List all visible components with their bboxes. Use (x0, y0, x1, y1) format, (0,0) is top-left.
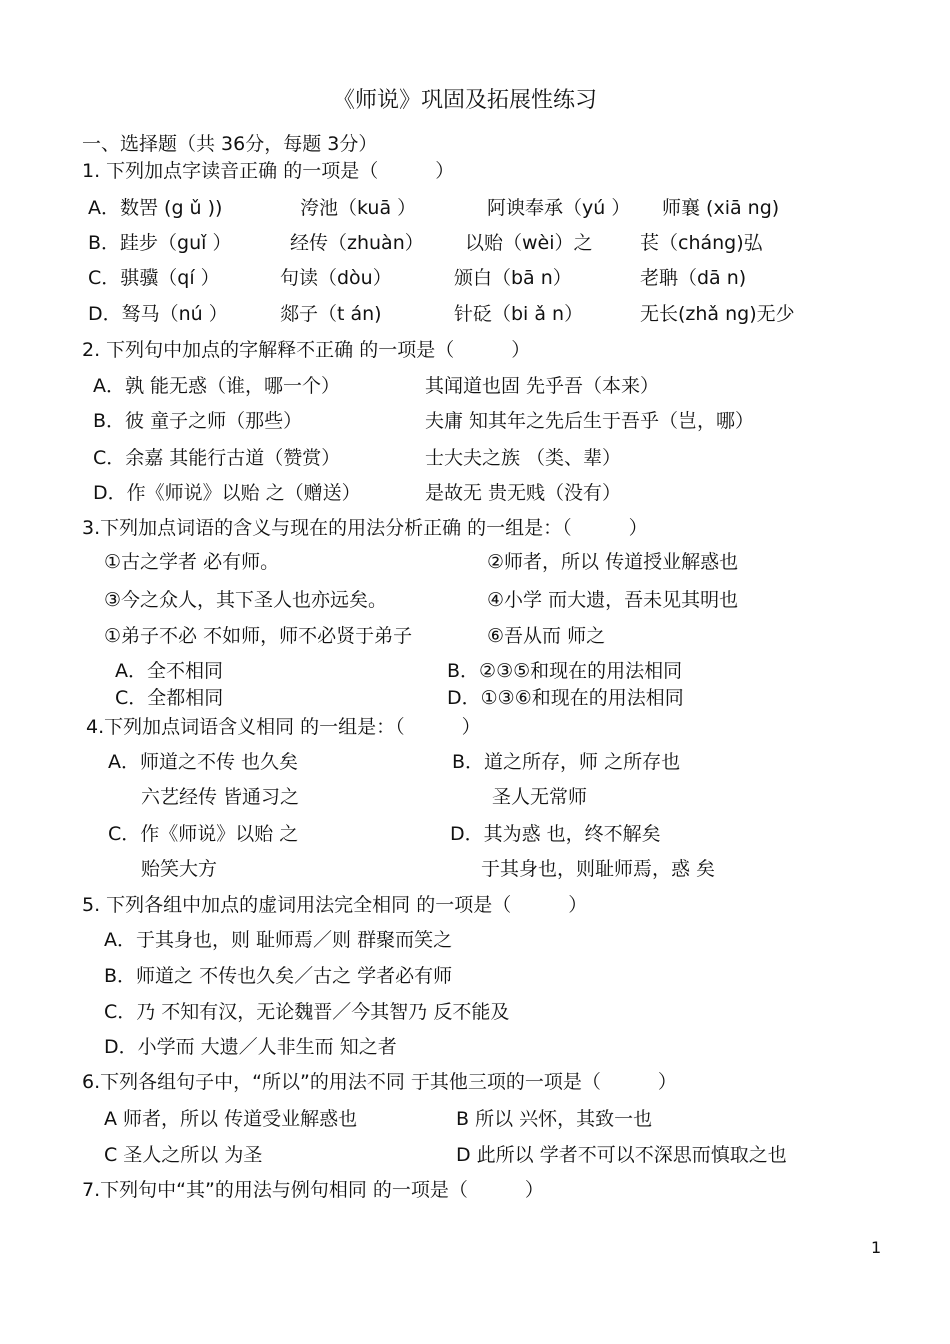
q5-option-d: D．小学而 大遗／人非生而 知之者 (104, 1036, 397, 1058)
q1-option-a-item: 师襄 (xiā ng) (662, 197, 780, 219)
q4-option-a-second: 六艺经传 皆通习之 (141, 786, 300, 808)
q4-option-b: B．道之所存，师 之所存也 (452, 751, 681, 773)
q3-option-b: B．②③⑤和现在的用法相同 (447, 660, 683, 682)
q2-option-a-second: 其闻道也固 先乎吾（本来） (425, 375, 660, 397)
q6-option-b: B 所以 兴怀，其致一也 (456, 1108, 653, 1130)
q2-option-b-second: 夫庸 知其年之先后生于吾乎（岂，哪） (425, 410, 755, 432)
q1-option-d: D．驽马（nú ） (88, 303, 228, 325)
q5-option-c: C．乃 不知有汉，无论魏晋／今其智乃 反不能及 (104, 1001, 510, 1023)
q1-option-b-item: 经传（zhuàn） (290, 232, 424, 254)
question-4-stem: 4.下列加点词语含义相同 的一组是：（ ） (86, 716, 481, 738)
question-1-stem: 1. 下列加点字读音正确 的一项是（ ） (82, 160, 455, 182)
q4-option-c: C．作《师说》以贻 之 (108, 823, 299, 845)
q6-option-d: D 此所以 学者不可以不深思而慎取之也 (456, 1144, 787, 1166)
q1-option-c-item: 颁白（bā n） (454, 267, 572, 289)
q1-option-d-item: 针砭（bi ǎ n） (454, 303, 584, 325)
q3-item: ③今之众人，其下圣人也亦远矣。 (104, 589, 388, 611)
q1-option-a-item: 阿谀奉承（yú ） (487, 197, 631, 219)
q2-option-c: C．余嘉 其能行古道（赞赏） (93, 447, 341, 469)
q3-option-c: C．全都相同 (115, 687, 224, 709)
section-heading: 一、选择题（共 36分，每题 3分） (82, 133, 378, 155)
q2-option-c-second: 士大夫之族 （类、辈） (425, 447, 622, 469)
q1-option-a: A．数罟 (g ǔ )) (88, 197, 223, 219)
q1-option-d-item: 郯子（t án) (280, 303, 382, 325)
q3-option-d: D．①③⑥和现在的用法相同 (447, 687, 684, 709)
q2-option-b: B．彼 童子之师（那些） (93, 410, 303, 432)
q4-option-b-second: 圣人无常师 (492, 786, 588, 808)
q3-item: ①弟子不必 不如师，师不必贤于弟子 (104, 625, 413, 647)
q4-option-d-second: 于其身也，则耻师焉，惑 矣 (481, 858, 716, 880)
page-title: 《师说》巩固及拓展性练习 (333, 88, 598, 113)
q3-item: ④小学 而大遗，吾未见其明也 (487, 589, 739, 611)
q2-option-a: A．孰 能无惑（谁，哪一个） (93, 375, 341, 397)
q3-option-a: A．全不相同 (115, 660, 223, 682)
q1-option-d-item: 无长(zhǎ ng)无少 (640, 303, 795, 325)
q1-option-c-item: 句读（dòu） (280, 267, 392, 289)
q1-option-a-item: 洿池（kuā ） (300, 197, 417, 219)
q2-option-d: D．作《师说》以贻 之（赠送） (93, 482, 361, 504)
q5-option-a: A．于其身也，则 耻师焉／则 群聚而笑之 (104, 929, 453, 951)
q1-option-c-item: 老聃（dā n) (640, 267, 747, 289)
q3-item: ①古之学者 必有师。 (104, 551, 280, 573)
q4-option-c-second: 贻笑大方 (141, 858, 218, 880)
q1-option-b-item: 以贻（wèi）之 (465, 232, 593, 254)
q3-item: ②师者，所以 传道授业解惑也 (487, 551, 739, 573)
q4-option-a: A．师道之不传 也久矣 (108, 751, 299, 773)
question-2-stem: 2. 下列句中加点的字解释不正确 的一项是（ ） (82, 339, 531, 361)
q4-option-d: D．其为惑 也，终不解矣 (450, 823, 661, 845)
q1-option-c: C．骐骥（qí ） (88, 267, 220, 289)
question-5-stem: 5. 下列各组中加点的虚词用法完全相同 的一项是（ ） (82, 894, 588, 916)
q2-option-d-second: 是故无 贵无贱（没有） (425, 482, 622, 504)
q1-option-b: B．跬步（guǐ ） (88, 232, 232, 254)
q5-option-b: B．师道之 不传也久矣／古之 学者必有师 (104, 965, 453, 987)
question-3-stem: 3.下列加点词语的含义与现在的用法分析正确 的一组是：（ ） (82, 517, 648, 539)
q6-option-a: A 师者，所以 传道受业解惑也 (104, 1108, 358, 1130)
q1-option-b-item: 苌（cháng)弘 (640, 232, 763, 254)
q3-item: ⑥吾从而 师之 (487, 625, 606, 647)
question-7-stem: 7.下列句中“其”的用法与例句相同 的一项是（ ） (82, 1179, 544, 1201)
question-6-stem: 6.下列各组句子中，“所以”的用法不同 于其他三项的一项是（ ） (82, 1071, 677, 1093)
page-number: 1 (871, 1238, 882, 1257)
q6-option-c: C 圣人之所以 为圣 (104, 1144, 263, 1166)
